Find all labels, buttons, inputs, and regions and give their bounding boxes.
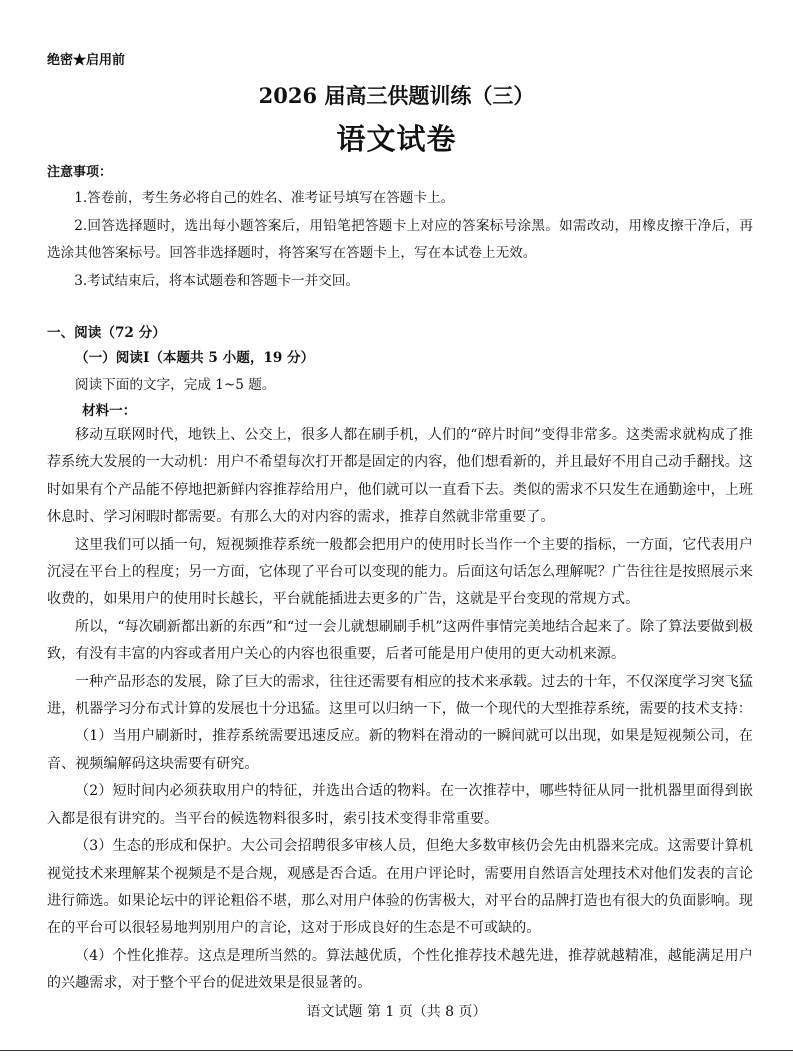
- paragraph: 一种产品形态的发展，除了巨大的需求，往往还需要有相应的技术来承载。过去的十年，不仅深度学习突飞猛进，机器学习分布式计算的发展也十分迅猛。这里可以归纳一下，做一个现代的大型推荐系统，需要的技术支持：: [47, 673, 753, 718]
- section-title: 一、阅读（72 分）: [47, 325, 166, 341]
- paragraph: 移动互联网时代，地铁上、公交上，很多人都在刷手机，人们的“碎片时间”变得非常多。这类需求就构成了推荐系统大发展的一大动机：用户不希望每次打开都是固定的内容，他们想看新的，并且最好不用自己动手翻找。这时如果有个产品能不停地把新鲜内容推荐给用户，他们就可以一直看下去。类似的需求不只发生在通勤途中，上班休息时、学习闲暇时都需要。有那么大的对内容的需求，推荐自然就非常重要了。: [47, 427, 753, 526]
- paragraph: 所以，“每次刷新都出新的东西”和“过一会儿就想刷刷手机”这两件事情完美地结合起来了。除了算法要做到极致，有没有丰富的内容或者用户关心的内容也很重要，后者可能是用户使用的更大动机来源。: [47, 618, 753, 663]
- reading-passage: [47, 422, 753, 998]
- notice-item: 2.回答选择题时，选出每小题答案后，用铅笔把答题卡上对应的答案标号涂黑。如需改动，用橡皮擦干净后，再选涂其他答案标号。回答非选择题时，将答案写在答题卡上，写在本试卷上无效。: [47, 217, 753, 261]
- paragraph: 这里我们可以插一句，短视频推荐系统一般都会把用户的使用时长当作一个主要的指标，一方面，它代表用户沉浸在平台上的程度；另一方面，它体现了平台可以变现的能力。后面这句话怎么理解呢？广告往往是按照展示来收费的，如果用户的使用时长越长，平台就能插进去更多的广告，这就是平台变现的常规方式。: [47, 536, 753, 608]
- instruction: 阅读下面的文字，完成 1~5 题。: [75, 377, 276, 393]
- exam-title: 2026 届高三供题训练（三）: [258, 83, 535, 108]
- page-footer: 语文试题 第 1 页（共 8 页）: [306, 1004, 487, 1020]
- paragraph: （3）生态的形成和保护。大公司会招聘很多审核人员，但绝大多数审核仍会先由机器来完成。这需要计算机视觉技术来理解某个视频是不是合规，观感是否合适。在用户评论时，需要用自然语言处理技术对他们发表的言论进行筛选。如果论坛中的评论粗俗不堪，那么对用户体验的伤害极大，对平台的品牌打造也有很大的负面影响。现在的平台可以很轻易地判别用户的言论，这对于形成良好的生态是不可或缺的。: [47, 838, 753, 937]
- material-label: 材料一：: [82, 403, 137, 419]
- subject-title: 语文试卷: [336, 122, 457, 156]
- section-subtitle: （一）阅读Ⅰ（本题共 5 小题，19 分）: [75, 350, 315, 366]
- notice-heading: 注意事项：: [47, 165, 113, 180]
- notice-item: 1.答卷前，考生务必将自己的姓名、准考证号填写在答题卡上。: [74, 190, 455, 206]
- paragraph: （2）短时间内必须获取用户的特征，并选出合适的物料。在一次推荐中，哪些特征从同一批机器里面得到嵌入都是很有讲究的。当平台的候选物料很多时，索引技术变得非常重要。: [47, 783, 753, 827]
- confidential-label: 绝密★启用前: [47, 53, 126, 68]
- page-divider: [0, 1050, 793, 1051]
- paragraph: （1）当用户刷新时，推荐系统需要迅速反应。新的物料在滑动的一瞬间就可以出现，如果是短视频公司，在音、视频编解码这块需要有研究。: [47, 728, 753, 772]
- notice-list: [47, 185, 753, 295]
- paragraph: （4）个性化推荐。这点是理所当然的。算法越优质，个性化推荐技术越先进，推荐就越精准，越能满足用户的兴趣需求，对于整个平台的促进效果是很显著的。: [47, 947, 753, 992]
- notice-item: 3.考试结束后，将本试题卷和答题卡一并交回。: [74, 272, 360, 289]
